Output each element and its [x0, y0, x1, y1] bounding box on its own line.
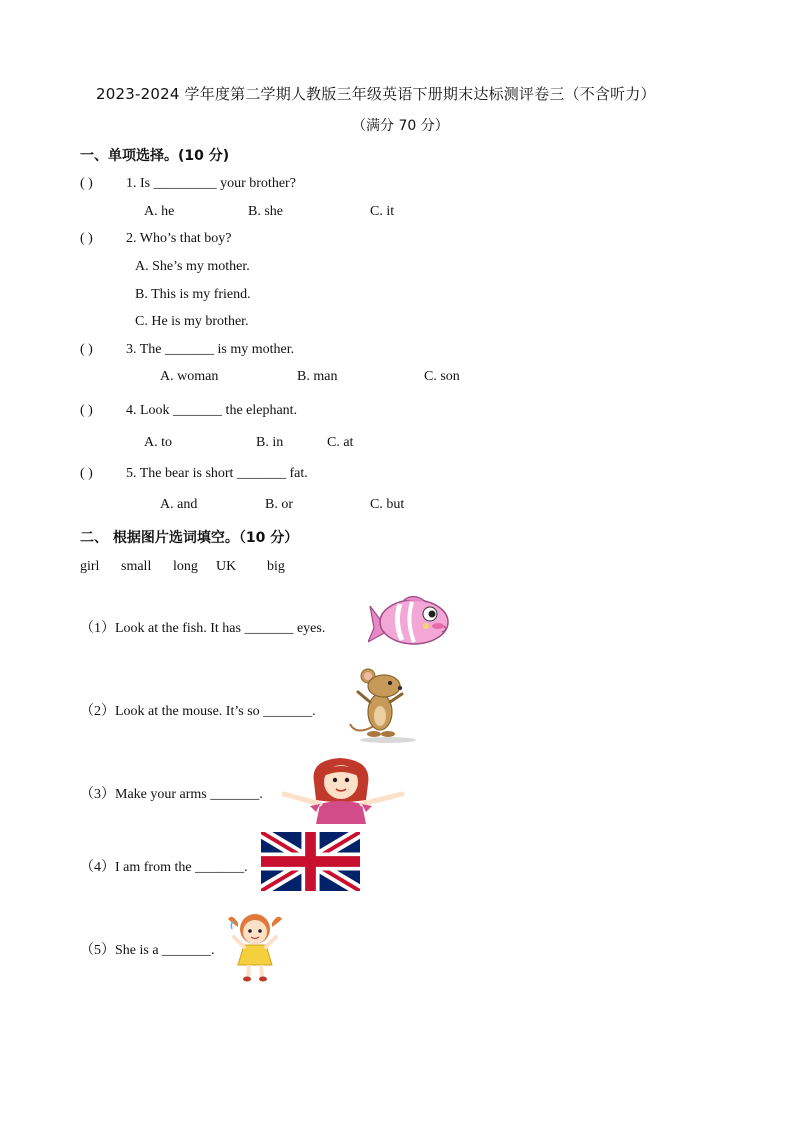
q1-option-c: C. it — [370, 204, 395, 219]
fill-item-2: （2）Look at the mouse. It’s so _______. — [80, 704, 316, 719]
word-bank-big: big — [267, 559, 285, 574]
page-subtitle: （满分 70 分） — [352, 118, 449, 134]
fill-item-1: （1）Look at the fish. It has _______ eyes. — [80, 621, 326, 636]
q3-option-a: A. woman — [160, 369, 219, 384]
q3-option-b: B. man — [297, 369, 338, 384]
word-bank-long: long — [173, 559, 198, 574]
answer-blank-1[interactable]: ( ) — [80, 176, 93, 191]
answer-blank-5[interactable]: ( ) — [80, 466, 93, 481]
page-title: 2023-2024 学年度第二学期人教版三年级英语下册期末达标测评卷三（不含听力） — [96, 85, 656, 103]
girl-icon — [226, 907, 284, 983]
mouse-icon — [348, 666, 428, 744]
q4-option-b: B. in — [256, 435, 284, 450]
word-bank-uk: UK — [216, 559, 237, 574]
section1-heading: 一、单项选择。(10 分) — [80, 148, 230, 164]
fill-item-5: （5）She is a _______. — [80, 943, 215, 958]
question-4-stem: 4. Look _______ the elephant. — [126, 403, 298, 418]
q5-option-c: C. but — [370, 497, 405, 512]
fill-item-4: （4）I am from the _______. — [80, 860, 248, 875]
question-5-stem: 5. The bear is short _______ fat. — [126, 466, 308, 481]
q1-option-b: B. she — [248, 204, 283, 219]
answer-blank-3[interactable]: ( ) — [80, 342, 93, 357]
q1-option-a: A. he — [144, 204, 175, 219]
question-3-stem: 3. The _______ is my mother. — [126, 342, 295, 357]
girl-arms-out-icon — [280, 754, 406, 824]
q5-option-b: B. or — [265, 497, 293, 512]
q5-option-a: A. and — [160, 497, 198, 512]
answer-blank-4[interactable]: ( ) — [80, 403, 93, 418]
fill-item-3: （3）Make your arms _______. — [80, 787, 263, 802]
section2-heading: 二、 根据图片选词填空。（10 分） — [80, 530, 299, 546]
q2-option-c: C. He is my brother. — [135, 314, 249, 329]
q4-option-a: A. to — [144, 435, 172, 450]
word-bank-girl: girl — [80, 559, 100, 574]
question-2-stem: 2. Who’s that boy? — [126, 231, 232, 246]
question-1-stem: 1. Is _________ your brother? — [126, 176, 296, 191]
word-bank-small: small — [121, 559, 152, 574]
uk-flag-icon — [261, 832, 360, 891]
q4-option-c: C. at — [327, 435, 354, 450]
q2-option-a: A. She’s my mother. — [135, 259, 250, 274]
q3-option-c: C. son — [424, 369, 460, 384]
q2-option-b: B. This is my friend. — [135, 287, 251, 302]
fish-icon — [368, 592, 454, 652]
answer-blank-2[interactable]: ( ) — [80, 231, 93, 246]
